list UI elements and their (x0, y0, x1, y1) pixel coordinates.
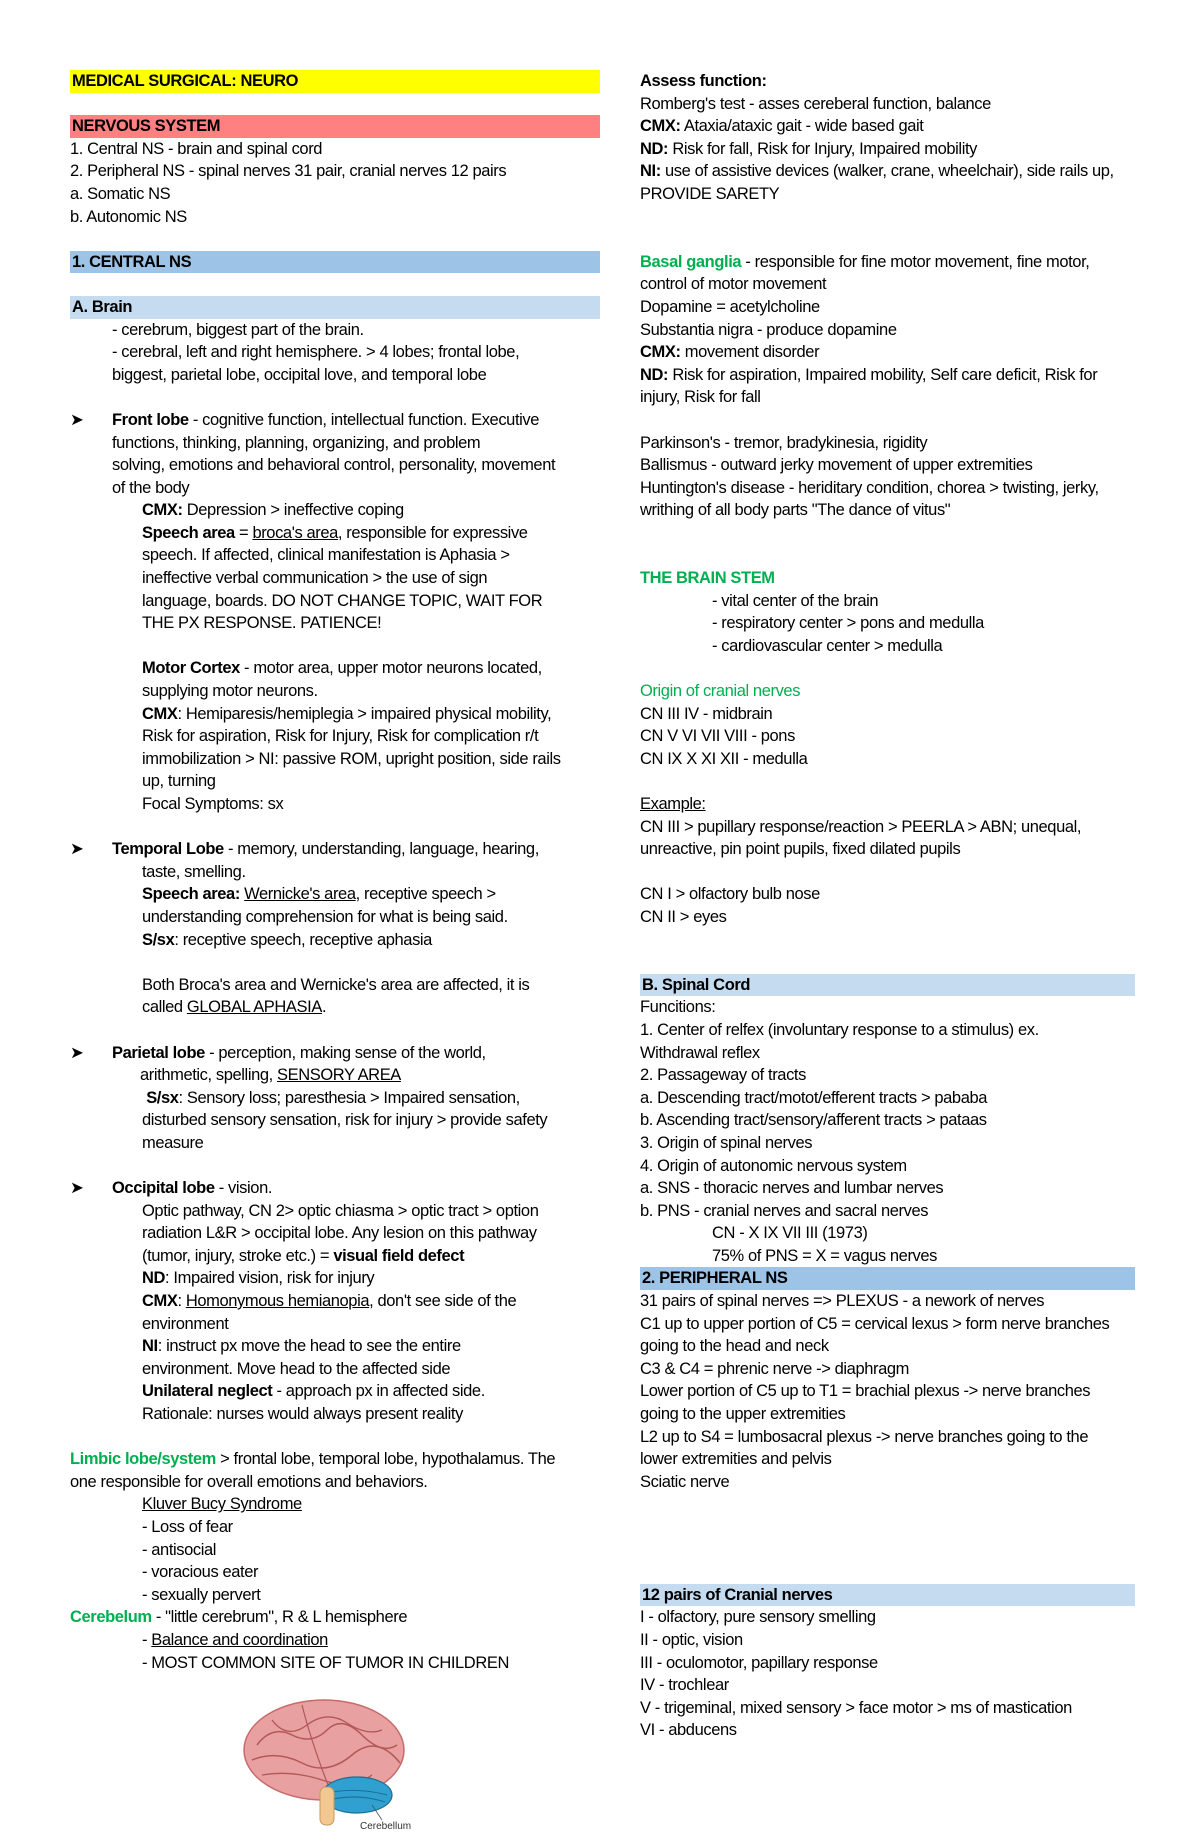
pns-line: C3 & C4 = phrenic nerve -> diaphragm (640, 1359, 910, 1378)
temporal-lobe-item: ➤ Temporal Lobe - memory, understanding, language, hearing, (70, 838, 600, 861)
brainstem-line: - respiratory center > pons and medulla (712, 614, 984, 633)
disorder-line: Parkinson's - tremor, bradykinesia, rigidity (640, 433, 928, 452)
limbic-line: one responsible for overall emotions and behaviors. (70, 1472, 428, 1491)
section-cranial-nerves: 12 pairs of Cranial nerves (640, 1584, 1135, 1607)
pns-line: going to the upper extremities (640, 1405, 846, 1424)
basal-line: Dopamine = acetylcholine (640, 297, 820, 316)
basal-nd: ND: Risk for aspiration, Impaired mobility, Self care deficit, Risk for (640, 365, 1098, 384)
basal-line: Substantia nigra - produce dopamine (640, 320, 897, 339)
spinal-line: 4. Origin of autonomic nervous system (640, 1156, 907, 1175)
motor-cmx-line: up, turning (142, 772, 216, 791)
pns-line: Sciatic nerve (640, 1472, 730, 1491)
motor-cmx-line: Focal Symptoms: sx (142, 795, 284, 813)
speech-line: language, boards. DO NOT CHANGE TOPIC, WAIT FOR (142, 591, 543, 610)
motor-cmx-line: Risk for aspiration, Risk for Injury, Risk for complication r/t (142, 727, 539, 746)
section-nervous-system: NERVOUS SYSTEM (70, 115, 600, 138)
assess-ni: NI: use of assistive devices (walker, crane, wheelchair), side rails up, (640, 162, 1114, 181)
ns-line: b. Autonomic NS (70, 207, 187, 226)
parietal-ssx-line: disturbed sensory sensation, risk for injury > provide safety (142, 1111, 548, 1130)
occipital-nd: ND: Impaired vision, risk for injury (142, 1269, 375, 1288)
basal-ganglia: Basal ganglia - responsible for fine motor movement, fine motor, (640, 252, 1090, 271)
pns-line: 31 pairs of spinal nerves => PLEXUS - a nework of nerves (640, 1292, 1045, 1311)
speech-line: THE PX RESPONSE. PATIENCE! (142, 614, 382, 633)
basal-line: control of motor movement (640, 275, 827, 294)
parietal-line: arithmetic, spelling, SENSORY AREA (140, 1066, 401, 1085)
cn-line: CN II > eyes (640, 907, 727, 926)
pns-line: Lower portion of C5 up to T1 = brachial plexus -> nerve branches (640, 1382, 1091, 1401)
frontal-line: of the body (112, 478, 190, 497)
pns-line: lower extremities and pelvis (640, 1450, 832, 1469)
parietal-lobe-item: ➤ Parietal lobe - perception, making sense of the world, (70, 1042, 600, 1065)
global-aphasia: called GLOBAL APHASIA. (142, 998, 327, 1017)
origin-line: CN IX X XI XII - medulla (640, 749, 808, 768)
assess-ni-line: PROVIDE SARETY (640, 184, 780, 203)
ns-line: 2. Peripheral NS - spinal nerves 31 pair, cranial nerves 12 pairs (70, 162, 507, 181)
pns-line: going to the head and neck (640, 1337, 829, 1356)
spinal-line: 3. Origin of spinal nerves (640, 1133, 813, 1152)
kluver-item: - Loss of fear (142, 1518, 233, 1536)
cranial-line: II - optic, vision (640, 1630, 743, 1649)
limbic-system: Limbic lobe/system > frontal lobe, temporal lobe, hypothalamus. The (70, 1450, 556, 1469)
occipital-line: radiation L&R > occipital lobe. Any lesion on this pathway (142, 1224, 537, 1243)
cranial-line: IV - trochlear (640, 1676, 729, 1695)
ns-line: 1. Central NS - brain and spinal cord (70, 139, 323, 158)
arrow-bullet-icon: ➤ (70, 1043, 84, 1062)
cerebelum: Cerebelum - "little cerebrum", R & L hemisphere (70, 1608, 408, 1627)
spinal-line: a. Descending tract/motot/efferent tracts > pababa (640, 1088, 988, 1107)
origin-cranial-nerves: Origin of cranial nerves (640, 682, 801, 701)
pns-line: L2 up to S4 = lumbosacral plexus -> nerve branches going to the (640, 1427, 1089, 1446)
brain-illustration (232, 1695, 422, 1830)
frontal-cmx: CMX: Depression > ineffective coping (142, 501, 404, 520)
basal-cmx: CMX: movement disorder (640, 343, 820, 362)
temporal-ssx: S/sx: receptive speech, receptive aphasia (142, 930, 432, 949)
disorder-line: Ballismus - outward jerky movement of upper extremities (640, 456, 1033, 475)
section-brain: A. Brain (70, 296, 600, 319)
occipital-cmx-line: environment (142, 1314, 229, 1333)
speech-line: ineffective verbal communication > the use of sign (142, 569, 488, 588)
arrow-bullet-icon: ➤ (70, 410, 84, 429)
motor-cmx-line: immobilization > NI: passive ROM, upright position, side rails (142, 749, 561, 768)
left-column (70, 70, 600, 1674)
frontal-lobe-label: Front lobe (112, 410, 189, 429)
frontal-text: - cognitive function, intellectual function. Executive (188, 410, 540, 429)
cranial-line: I - olfactory, pure sensory smelling (640, 1608, 876, 1627)
cranial-line: VI - abducens (640, 1721, 737, 1740)
spinal-line: Withdrawal reflex (640, 1043, 760, 1062)
spinal-line: b. Ascending tract/sensory/afferent tracts > pataas (640, 1111, 987, 1130)
motor-cortex: Motor Cortex - motor area, upper motor neurons located, (142, 659, 542, 678)
temporal-lobe-label: Temporal Lobe (112, 840, 224, 859)
example-line: unreactive, pin point pupils, fixed dilated pupils (640, 840, 961, 859)
assess-function: Assess function: (640, 72, 767, 90)
kluver-item: - voracious eater (142, 1563, 259, 1582)
cranial-line: III - oculomotor, papillary response (640, 1653, 878, 1672)
rationale: Rationale: nurses would always present reality (142, 1405, 463, 1424)
example-label: Example: (640, 795, 706, 813)
spinal-line: b. PNS - cranial nerves and sacral nerves (640, 1201, 929, 1220)
spinal-indent-line: CN - X IX VII III (1973) (712, 1224, 868, 1243)
kluver-item: - antisocial (142, 1540, 217, 1559)
brainstem-line: - cardiovascular center > medulla (712, 636, 943, 655)
motor-line: supplying motor neurons. (142, 682, 318, 701)
temporal-line: taste, smelling. (142, 862, 246, 881)
basal-nd-line: injury, Risk for fall (640, 388, 761, 407)
occipital-ni-line: environment. Move head to the affected side (142, 1359, 451, 1378)
cn-line: CN I > olfactory bulb nose (640, 885, 820, 904)
brain-line: - cerebrum, biggest part of the brain. (112, 320, 364, 339)
origin-line: CN V VI VII VIII - pons (640, 727, 795, 746)
occipital-cmx: CMX: Homonymous hemianopia, don't see side of the (142, 1292, 517, 1311)
ns-line: a. Somatic NS (70, 184, 171, 203)
occipital-lobe-item: ➤ Occipital lobe - vision. (70, 1177, 600, 1200)
disorder-line: writhing of all body parts "The dance of vitus" (640, 501, 951, 520)
parietal-lobe-label: Parietal lobe (112, 1043, 205, 1062)
frontal-lobe-item (70, 409, 600, 432)
brain-stem-title: THE BRAIN STEM (640, 569, 775, 588)
global-aphasia-line: Both Broca's area and Wernicke's area are affected, it is (142, 975, 530, 994)
visual-field-defect: (tumor, injury, stroke etc.) = visual field defect (142, 1246, 465, 1265)
disorder-line: Huntington's disease - heriditary condition, chorea > twisting, jerky, (640, 478, 1099, 497)
brainstem-line: - vital center of the brain (712, 591, 879, 610)
section-peripheral-ns: 2. PERIPHERAL NS (640, 1267, 1135, 1290)
motor-cmx: CMX: Hemiparesis/hemiplegia > impaired physical mobility, (142, 704, 552, 723)
speech-area-broca: Speech area = broca's area, responsible for expressive (142, 523, 528, 542)
occipital-ni: NI: instruct px move the head to see the entire (142, 1337, 461, 1356)
assess-line: Romberg's test - asses cereberal function, balance (640, 94, 991, 113)
spinal-line: a. SNS - thoracic nerves and lumbar nerves (640, 1179, 944, 1198)
occipital-line: Optic pathway, CN 2> optic chiasma > optic tract > option (142, 1201, 539, 1220)
frontal-line: solving, emotions and behavioral control, personality, movement (112, 456, 556, 475)
spinal-line: Funcitions: (640, 998, 716, 1017)
example-line: CN III > pupillary response/reaction > PEERLA > ABN; unequal, (640, 817, 1082, 836)
balance-coordination: - Balance and coordination (142, 1630, 328, 1649)
origin-line: CN III IV - midbrain (640, 704, 773, 723)
section-spinal-cord: B. Spinal Cord (640, 974, 1135, 997)
tumor-site: - MOST COMMON SITE OF TUMOR IN CHILDREN (142, 1653, 509, 1672)
spinal-line: 2. Passageway of tracts (640, 1066, 806, 1085)
kluver-bucy: Kluver Bucy Syndrome (142, 1495, 302, 1514)
brain-line: - cerebral, left and right hemisphere. > 4 lobes; frontal lobe, (112, 343, 520, 362)
speech-line: speech. If affected, clinical manifestation is Aphasia > (142, 546, 510, 565)
unilateral-neglect: Unilateral neglect - approach px in affected side. (142, 1382, 485, 1401)
document-title: MEDICAL SURGICAL: NEURO (70, 70, 600, 93)
pns-line: C1 up to upper portion of C5 = cervical lexus > form nerve branches (640, 1314, 1110, 1333)
kluver-item: - sexually pervert (142, 1585, 261, 1604)
brain-line: biggest, parietal lobe, occipital love, and temporal lobe (112, 365, 487, 384)
assess-cmx: CMX: Ataxia/ataxic gait - wide based gait (640, 117, 924, 136)
brain-caption: Cerebellum (360, 1821, 412, 1830)
arrow-bullet-icon: ➤ (70, 840, 84, 859)
parietal-ssx-line: measure (142, 1133, 204, 1152)
wernicke-line: understanding comprehension for what is being said. (142, 907, 508, 926)
right-column (640, 70, 1135, 1742)
parietal-ssx: S/sx: Sensory loss; paresthesia > Impaired sensation, (146, 1088, 520, 1107)
spinal-indent-line: 75% of PNS = X = vagus nerves (712, 1246, 938, 1265)
cranial-line: V - trigeminal, mixed sensory > face motor > ms of mastication (640, 1698, 1072, 1717)
occipital-lobe-label: Occipital lobe (112, 1179, 215, 1198)
assess-nd: ND: Risk for fall, Risk for Injury, Impaired mobility (640, 139, 977, 158)
section-central-ns: 1. CENTRAL NS (70, 251, 600, 274)
arrow-bullet-icon: ➤ (70, 1179, 84, 1198)
spinal-line: 1. Center of relfex (involuntary response to a stimulus) ex. (640, 1020, 1039, 1039)
speech-area-wernicke: Speech area: Wernicke's area, receptive speech > (142, 885, 496, 904)
frontal-line: functions, thinking, planning, organizing, and problem (112, 433, 481, 452)
